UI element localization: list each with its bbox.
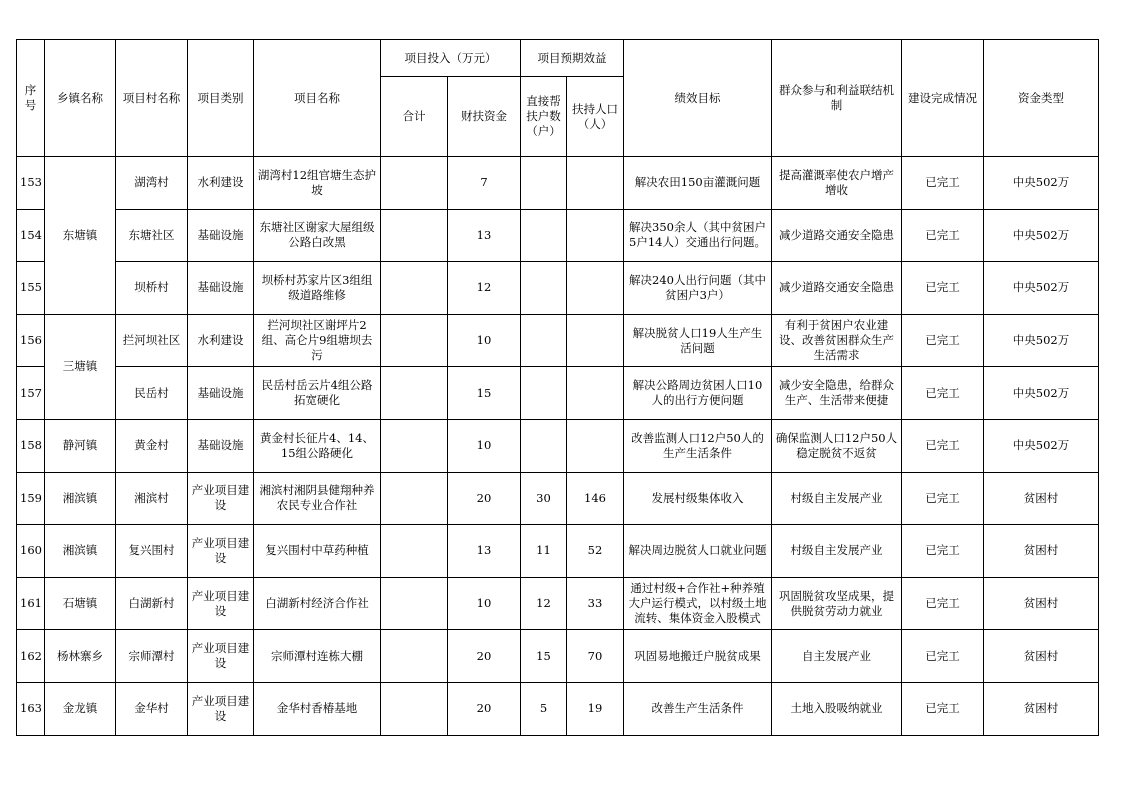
cell-supported-people: 70 (567, 630, 624, 683)
cell-direct-households (521, 262, 567, 315)
cell-project-name: 白湖新村经济合作社 (254, 577, 381, 630)
cell-supported-people (567, 262, 624, 315)
cell-village: 民岳村 (116, 367, 188, 420)
cell-village: 湖湾村 (116, 157, 188, 210)
cell-category: 基础设施 (188, 209, 254, 262)
cell-supported-people: 19 (567, 682, 624, 735)
header-fiscal-funds: 财扶资金 (448, 77, 521, 157)
cell-mechanism (772, 472, 902, 525)
cell-fiscal-funds: 20 (448, 472, 521, 525)
cell-performance-goal (624, 157, 772, 210)
cell-seq: 162 (17, 630, 45, 683)
cell-mechanism-text: 土地入股吸纳就业 (790, 701, 883, 716)
cell-performance-goal-text: 解决公路周边贫困人口10人的出行方便问题 (632, 378, 763, 408)
table-row (17, 157, 1099, 210)
header-completion: 建设完成情况 (902, 40, 984, 157)
header-benefit-group: 项目预期效益 (521, 40, 624, 77)
table-row (17, 419, 1099, 472)
cell-mechanism-text: 减少道路交通安全隐患 (779, 227, 894, 242)
cell-completion: 已完工 (902, 525, 984, 578)
cell-seq: 163 (17, 682, 45, 735)
cell-village: 黄金村 (116, 419, 188, 472)
cell-town: 三塘镇 (45, 314, 116, 419)
cell-project-name: 宗师潭村连栋大棚 (254, 630, 381, 683)
cell-direct-households: 11 (521, 525, 567, 578)
cell-completion: 已完工 (902, 262, 984, 315)
header-category: 项目类别 (188, 40, 254, 157)
table-body (17, 157, 1099, 736)
cell-completion: 已完工 (902, 209, 984, 262)
header-total: 合计 (381, 77, 448, 157)
cell-seq: 158 (17, 419, 45, 472)
cell-mechanism (772, 577, 902, 630)
cell-village: 金华村 (116, 682, 188, 735)
cell-category: 产业项目建设 (188, 472, 254, 525)
cell-fiscal-funds: 7 (448, 157, 521, 210)
cell-direct-households: 5 (521, 682, 567, 735)
cell-mechanism-text: 巩固脱贫攻坚成果，提供脱贫劳动力就业 (779, 588, 894, 618)
cell-seq: 159 (17, 472, 45, 525)
cell-total (381, 525, 448, 578)
cell-completion: 已完工 (902, 419, 984, 472)
cell-performance-goal-text: 解决农田150亩灌溉问题 (634, 175, 761, 190)
cell-total (381, 419, 448, 472)
header-direct-households: 直接帮扶户数（户） (521, 77, 567, 157)
cell-performance-goal-text: 巩固易地搬迁户脱贫成果 (634, 648, 761, 663)
cell-performance-goal-text: 解决350余人（其中贫困户5户14人）交通出行问题。 (629, 220, 766, 250)
cell-direct-households (521, 209, 567, 262)
header-town: 乡镇名称 (45, 40, 116, 157)
cell-completion: 已完工 (902, 630, 984, 683)
cell-mechanism-text: 村级自主发展产业 (790, 543, 883, 558)
cell-mechanism-text: 自主发展产业 (802, 648, 871, 663)
table-row (17, 314, 1099, 367)
cell-direct-households (521, 419, 567, 472)
cell-project-name: 拦河坝社区谢坪片2组、高仑片9组塘坝去污 (254, 314, 381, 367)
cell-project-name: 东塘社区谢家大屋组级公路白改黑 (254, 209, 381, 262)
table-row (17, 262, 1099, 315)
cell-village: 东塘社区 (116, 209, 188, 262)
cell-village: 湘滨村 (116, 472, 188, 525)
cell-project-name: 复兴围村中草药种植 (254, 525, 381, 578)
cell-fiscal-funds: 10 (448, 314, 521, 367)
cell-total (381, 577, 448, 630)
header-performance-goal: 绩效目标 (624, 40, 772, 157)
cell-category: 水利建设 (188, 314, 254, 367)
cell-performance-goal (624, 419, 772, 472)
cell-fiscal-funds: 10 (448, 419, 521, 472)
cell-mechanism-text: 减少道路交通安全隐患 (779, 280, 894, 295)
cell-category: 产业项目建设 (188, 682, 254, 735)
cell-direct-households (521, 367, 567, 420)
cell-town: 湘滨镇 (45, 472, 116, 525)
cell-fiscal-funds: 10 (448, 577, 521, 630)
cell-category: 基础设施 (188, 262, 254, 315)
cell-total (381, 630, 448, 683)
cell-performance-goal-text: 通过村级+合作社+种养殖大户运行模式，以村级土地流转、集体资金入股模式 (628, 581, 767, 626)
cell-direct-households (521, 314, 567, 367)
cell-town: 静河镇 (45, 419, 116, 472)
cell-project-name: 湖湾村12组官塘生态护坡 (254, 157, 381, 210)
cell-category: 基础设施 (188, 419, 254, 472)
table-row (17, 682, 1099, 735)
header-project-name: 项目名称 (254, 40, 381, 157)
cell-category: 产业项目建设 (188, 525, 254, 578)
cell-village: 坝桥村 (116, 262, 188, 315)
cell-fund-type: 中央502万 (984, 367, 1099, 420)
cell-mechanism-text: 村级自主发展产业 (790, 490, 883, 505)
cell-performance-goal (624, 209, 772, 262)
cell-category: 水利建设 (188, 157, 254, 210)
header-seq: 序号 (17, 40, 45, 157)
cell-supported-people (567, 367, 624, 420)
cell-village: 宗师潭村 (116, 630, 188, 683)
cell-project-name: 黄金村长征片4、14、15组公路硬化 (254, 419, 381, 472)
cell-category: 产业项目建设 (188, 630, 254, 683)
cell-fund-type: 贫困村 (984, 630, 1099, 683)
cell-supported-people (567, 157, 624, 210)
cell-performance-goal (624, 630, 772, 683)
cell-mechanism (772, 630, 902, 683)
cell-fiscal-funds: 12 (448, 262, 521, 315)
cell-fund-type: 贫困村 (984, 682, 1099, 735)
header-fund-type: 资金类型 (984, 40, 1099, 157)
cell-supported-people: 52 (567, 525, 624, 578)
cell-fund-type: 中央502万 (984, 419, 1099, 472)
cell-fiscal-funds: 20 (448, 630, 521, 683)
cell-supported-people (567, 209, 624, 262)
cell-seq: 157 (17, 367, 45, 420)
cell-mechanism (772, 367, 902, 420)
cell-direct-households: 15 (521, 630, 567, 683)
cell-mechanism (772, 525, 902, 578)
cell-performance-goal (624, 577, 772, 630)
cell-category: 基础设施 (188, 367, 254, 420)
table-row (17, 525, 1099, 578)
cell-total (381, 682, 448, 735)
table-row (17, 472, 1099, 525)
cell-direct-households (521, 157, 567, 210)
cell-performance-goal-text: 改善生产生活条件 (651, 701, 744, 716)
table-row (17, 367, 1099, 420)
cell-project-name: 坝桥村苏家片区3组组级道路维修 (254, 262, 381, 315)
cell-completion: 已完工 (902, 682, 984, 735)
cell-performance-goal (624, 472, 772, 525)
cell-performance-goal-text: 解决周边脱贫人口就业问题 (628, 543, 767, 558)
cell-performance-goal-text: 解决脱贫人口19人生产生活问题 (632, 325, 763, 355)
cell-project-name: 金华村香椿基地 (254, 682, 381, 735)
cell-seq: 155 (17, 262, 45, 315)
cell-performance-goal (624, 367, 772, 420)
cell-town: 杨林寨乡 (45, 630, 116, 683)
cell-total (381, 157, 448, 210)
cell-total (381, 262, 448, 315)
cell-mechanism (772, 314, 902, 367)
cell-supported-people: 146 (567, 472, 624, 525)
cell-performance-goal-text: 解决240人出行问题（其中贫困户3户） (629, 272, 766, 302)
cell-direct-households: 12 (521, 577, 567, 630)
cell-town: 湘滨镇 (45, 525, 116, 578)
cell-performance-goal-text: 发展村级集体收入 (651, 490, 744, 505)
cell-fiscal-funds: 20 (448, 682, 521, 735)
cell-mechanism (772, 682, 902, 735)
table-row (17, 577, 1099, 630)
cell-performance-goal (624, 262, 772, 315)
cell-town: 石塘镇 (45, 577, 116, 630)
cell-mechanism-text: 减少安全隐患，给群众生产、生活带来便捷 (779, 378, 894, 408)
cell-fiscal-funds: 15 (448, 367, 521, 420)
cell-total (381, 314, 448, 367)
cell-fund-type: 中央502万 (984, 262, 1099, 315)
cell-supported-people (567, 419, 624, 472)
cell-seq: 153 (17, 157, 45, 210)
cell-village: 白湖新村 (116, 577, 188, 630)
cell-seq: 154 (17, 209, 45, 262)
project-table (16, 39, 1099, 736)
cell-performance-goal (624, 682, 772, 735)
cell-performance-goal (624, 525, 772, 578)
cell-project-name: 湘滨村湘阴县健翔种养农民专业合作社 (254, 472, 381, 525)
cell-fund-type: 中央502万 (984, 209, 1099, 262)
cell-category: 产业项目建设 (188, 577, 254, 630)
cell-seq: 156 (17, 314, 45, 367)
cell-fiscal-funds: 13 (448, 209, 521, 262)
cell-completion: 已完工 (902, 472, 984, 525)
cell-seq: 160 (17, 525, 45, 578)
cell-fiscal-funds: 13 (448, 525, 521, 578)
cell-total (381, 209, 448, 262)
cell-mechanism-text: 有利于贫困户农业建设、改善贫困群众生产生活需求 (779, 318, 894, 363)
cell-supported-people (567, 314, 624, 367)
cell-fund-type: 贫困村 (984, 577, 1099, 630)
cell-performance-goal-text: 改善监测人口12户50人的生产生活条件 (631, 430, 764, 460)
cell-performance-goal (624, 314, 772, 367)
cell-mechanism-text: 确保监测人口12户50人稳定脱贫不返贫 (775, 430, 898, 460)
cell-project-name: 民岳村岳云片4组公路拓宽硬化 (254, 367, 381, 420)
cell-supported-people: 33 (567, 577, 624, 630)
cell-total (381, 472, 448, 525)
header-village: 项目村名称 (116, 40, 188, 157)
cell-total (381, 367, 448, 420)
cell-completion: 已完工 (902, 314, 984, 367)
header-mechanism: 群众参与和利益联结机制 (772, 40, 902, 157)
cell-mechanism-text: 提高灌溉率使农户增产增收 (779, 167, 894, 197)
cell-town: 金龙镇 (45, 682, 116, 735)
cell-mechanism (772, 209, 902, 262)
cell-fund-type: 中央502万 (984, 157, 1099, 210)
cell-village: 拦河坝社区 (116, 314, 188, 367)
cell-mechanism (772, 157, 902, 210)
cell-seq: 161 (17, 577, 45, 630)
cell-village: 复兴围村 (116, 525, 188, 578)
cell-completion: 已完工 (902, 577, 984, 630)
header-supported-people: 扶持人口（人） (567, 77, 624, 157)
header-investment-group: 项目投入（万元） (381, 40, 521, 77)
cell-fund-type: 中央502万 (984, 314, 1099, 367)
cell-town: 东塘镇 (45, 157, 116, 315)
cell-mechanism (772, 419, 902, 472)
table-row (17, 209, 1099, 262)
cell-mechanism (772, 262, 902, 315)
table-row (17, 630, 1099, 683)
cell-completion: 已完工 (902, 367, 984, 420)
cell-fund-type: 贫困村 (984, 472, 1099, 525)
cell-completion: 已完工 (902, 157, 984, 210)
cell-direct-households: 30 (521, 472, 567, 525)
cell-fund-type: 贫困村 (984, 525, 1099, 578)
